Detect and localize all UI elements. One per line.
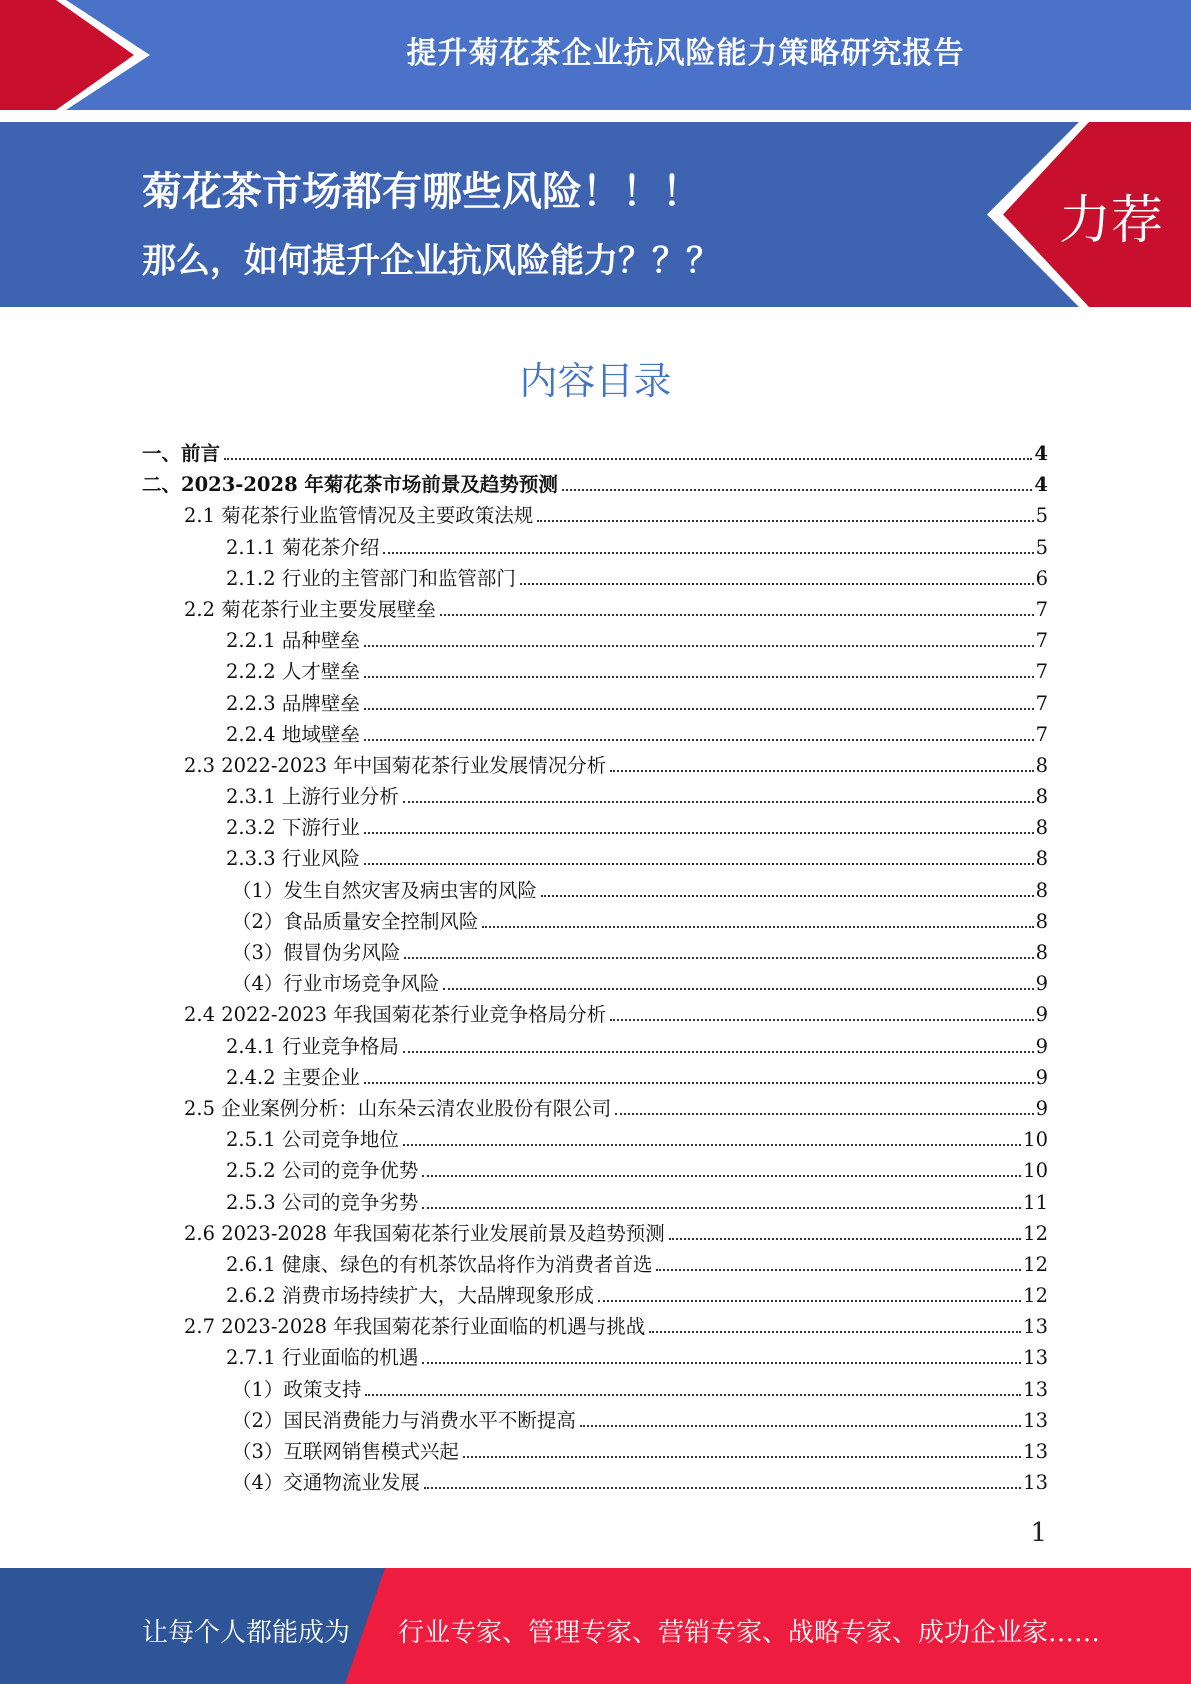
toc-leader-dots <box>580 1425 1021 1427</box>
toc-entry-page: 9 <box>1035 1003 1048 1027</box>
toc-leader-dots <box>364 676 1034 678</box>
recommend-badge: 力荐 <box>1058 191 1163 251</box>
toc-entry-page: 5 <box>1035 535 1048 559</box>
headline-line-2: 那么，如何提升企业抗风险能力？？？ <box>142 241 720 281</box>
toc-entry-title: 2.7 2023-2028 年我国菊花茶行业面临的机遇与挑战 <box>184 1315 646 1339</box>
toc-entry-page: 12 <box>1023 1252 1048 1276</box>
toc-entry[interactable] <box>142 1280 1048 1311</box>
toc-entry-title: 2.1 菊花茶行业监管情况及主要政策法规 <box>184 504 534 528</box>
toc-entry-title: （4）交通物流业发展 <box>232 1471 420 1495</box>
toc-entry-title: 2.1.1 菊花茶介绍 <box>226 535 380 559</box>
toc-entry[interactable] <box>142 1155 1048 1186</box>
toc-entry-page: 12 <box>1023 1284 1048 1308</box>
toc-entry-title: 2.7.1 行业面临的机遇 <box>226 1346 419 1370</box>
toc-entry-page: 4 <box>1034 442 1048 465</box>
toc-leader-dots <box>562 489 1032 491</box>
toc-entry[interactable] <box>142 906 1048 937</box>
toc-entry-title: 2.3.2 下游行业 <box>226 816 360 840</box>
toc-entry[interactable] <box>142 532 1048 563</box>
toc-entry-title: 2.2 菊花茶行业主要发展壁垒 <box>184 597 436 621</box>
toc-entry-title: 2.4 2022-2023 年我国菊花茶行业竞争格局分析 <box>184 1003 607 1027</box>
toc-entry-title: 2.6 2023-2028 年我国菊花茶行业发展前景及趋势预测 <box>184 1221 665 1245</box>
toc-entry-title: 2.3.1 上游行业分析 <box>226 785 399 809</box>
toc-entry-page: 8 <box>1035 785 1048 809</box>
toc-entry-title: （2）国民消费能力与消费水平不断提高 <box>232 1408 576 1432</box>
toc-entry[interactable] <box>142 688 1048 719</box>
toc-entry-title: （3）假冒伪劣风险 <box>232 941 401 964</box>
toc-entry[interactable] <box>142 843 1048 874</box>
toc-leader-dots <box>424 1487 1021 1489</box>
toc-entry[interactable] <box>142 563 1048 594</box>
toc-entry-title: 2.5 企业案例分析：山东朵云清农业股份有限公司 <box>184 1096 612 1120</box>
toc-leader-dots <box>610 1019 1033 1021</box>
toc-entry[interactable] <box>142 719 1048 750</box>
toc-entry[interactable] <box>142 1093 1048 1124</box>
toc-entry-page: 13 <box>1023 1377 1048 1401</box>
toc-entry-title: 二、2023-2028 年菊花茶市场前景及趋势预测 <box>142 473 558 497</box>
toc-entry-page: 11 <box>1023 1190 1048 1214</box>
toc-entry-page: 9 <box>1035 972 1048 996</box>
page-number: 1 <box>1030 1518 1047 1548</box>
toc-entry[interactable] <box>142 625 1048 656</box>
toc-leader-dots <box>365 1394 1021 1396</box>
toc-leader-dots <box>598 1300 1021 1302</box>
toc-leader-dots <box>422 1362 1021 1364</box>
toc-entry-page: 13 <box>1023 1346 1048 1370</box>
footer-slogan-left: 让每个人都能成为 <box>142 1618 351 1648</box>
toc-entry-page: 8 <box>1035 878 1048 902</box>
toc-leader-dots <box>364 832 1034 834</box>
toc-entry-title: 2.6.1 健康、绿色的有机茶饮品将作为消费者首选 <box>226 1252 653 1276</box>
toc-entry-title: 2.2.2 人才壁垒 <box>226 660 360 684</box>
toc-entry-page: 7 <box>1035 691 1048 715</box>
toc-entry-page: 9 <box>1035 1034 1048 1058</box>
toc-entry-title: 2.2.3 品牌壁垒 <box>226 691 360 715</box>
report-title: 提升菊花茶企业抗风险能力策略研究报告 <box>406 36 965 71</box>
toc-entry-page: 6 <box>1035 566 1048 590</box>
toc-entry-page: 8 <box>1035 909 1048 933</box>
toc-entry[interactable] <box>142 937 1048 968</box>
toc-entry-page: 13 <box>1023 1471 1048 1495</box>
toc-entry-title: （1）政策支持 <box>232 1377 362 1401</box>
toc-entry[interactable] <box>142 1467 1048 1498</box>
toc-entry-title: （4）行业市场竞争风险 <box>232 972 440 996</box>
toc-entry-title: 2.1.2 行业的主管部门和监管部门 <box>226 566 516 590</box>
toc-entry-page: 8 <box>1035 816 1048 840</box>
toc-entry-page: 5 <box>1035 504 1048 528</box>
toc-entry[interactable] <box>142 1342 1048 1373</box>
toc-leader-dots <box>364 863 1034 865</box>
toc-entry[interactable] <box>142 999 1048 1030</box>
toc-entry[interactable] <box>142 1374 1048 1405</box>
toc-leader-dots <box>403 801 1034 803</box>
toc-entry-title: 2.5.3 公司的竞争劣势 <box>226 1190 419 1214</box>
toc-entry-title: 2.6.2 消费市场持续扩大，大品牌现象形成 <box>226 1284 594 1308</box>
toc-leader-dots <box>541 895 1034 897</box>
toc-entry-title: 2.4.1 行业竞争格局 <box>226 1034 399 1058</box>
toc-leader-dots <box>463 1456 1021 1458</box>
toc-entry-title: 2.5.2 公司的竞争优势 <box>226 1159 419 1183</box>
headline-line-1: 菊花茶市场都有哪些风险！！！ <box>142 169 702 215</box>
toc-leader-dots <box>404 957 1033 959</box>
toc-entry[interactable] <box>142 1031 1048 1062</box>
toc-leader-dots <box>440 614 1034 616</box>
toc-entry-page: 7 <box>1035 597 1048 621</box>
toc-entry-title: 2.4.2 主要企业 <box>226 1065 360 1089</box>
toc-entry-page: 10 <box>1023 1159 1048 1183</box>
toc-entry[interactable] <box>142 812 1048 843</box>
toc-leader-dots <box>482 926 1033 928</box>
toc-leader-dots <box>520 583 1034 585</box>
toc-entry[interactable] <box>142 875 1048 906</box>
toc-entry-page: 13 <box>1023 1408 1048 1432</box>
toc-entry[interactable] <box>142 469 1048 500</box>
toc-entry[interactable] <box>142 500 1048 531</box>
footer-slogan-right: 行业专家、管理专家、营销专家、战略专家、成功企业家…… <box>398 1618 1101 1648</box>
toc-entry-page: 12 <box>1023 1221 1048 1245</box>
toc-leader-dots <box>364 1082 1034 1084</box>
toc-entry-page: 8 <box>1035 847 1048 871</box>
toc-entry[interactable] <box>142 750 1048 781</box>
toc-entry-page: 7 <box>1035 660 1048 684</box>
toc-entry[interactable] <box>142 968 1048 999</box>
toc-leader-dots <box>383 552 1033 554</box>
toc-entry[interactable] <box>142 1249 1048 1280</box>
header-red-chevron <box>0 0 150 110</box>
toc-leader-dots <box>537 520 1033 522</box>
toc-entry-page: 4 <box>1034 473 1048 497</box>
toc-leader-dots <box>649 1331 1021 1333</box>
toc-entry-title: （2）食品质量安全控制风险 <box>232 909 479 933</box>
toc-entry-page: 7 <box>1035 722 1048 746</box>
toc-entry[interactable] <box>142 1405 1048 1436</box>
toc-entry[interactable] <box>142 438 1048 469</box>
toc-entry-title: 2.2.1 品种壁垒 <box>226 629 360 653</box>
toc-entry-page: 13 <box>1023 1440 1048 1463</box>
toc-leader-dots <box>422 1207 1021 1209</box>
toc-entry-title: 2.3 2022-2023 年中国菊花茶行业发展情况分析 <box>184 753 607 777</box>
toc-leader-dots <box>224 458 1032 460</box>
toc-entry[interactable] <box>142 656 1048 687</box>
toc-leader-dots <box>364 739 1034 741</box>
toc-entry-page: 7 <box>1035 629 1048 653</box>
toc-leader-dots <box>422 1175 1021 1177</box>
toc-entry-page: 10 <box>1023 1128 1048 1152</box>
toc-entry-page: 9 <box>1035 1065 1048 1089</box>
toc-entry-title: 2.3.3 行业风险 <box>226 847 360 871</box>
toc-entry[interactable] <box>142 594 1048 625</box>
toc-entry-page: 9 <box>1035 1096 1048 1120</box>
toc-entry[interactable] <box>142 1218 1048 1249</box>
toc-leader-dots <box>669 1238 1021 1240</box>
toc-entry-title: 一、前言 <box>142 442 221 465</box>
toc-leader-dots <box>364 708 1034 710</box>
toc-entry[interactable] <box>142 1187 1048 1218</box>
toc-entry-page: 8 <box>1035 941 1048 964</box>
toc-heading: 内容目录 <box>519 359 672 403</box>
toc-entry[interactable] <box>142 1436 1048 1467</box>
toc-entry[interactable] <box>142 1062 1048 1093</box>
toc-leader-dots <box>403 1144 1021 1146</box>
toc-entry-title: 2.2.4 地域壁垒 <box>226 722 360 746</box>
toc-entry-title: （1）发生自然灾害及病虫害的风险 <box>232 878 537 902</box>
toc-leader-dots <box>443 988 1033 990</box>
toc-entry-page: 8 <box>1035 753 1048 777</box>
toc-entry-title: （3）互联网销售模式兴起 <box>232 1440 459 1463</box>
toc-entry-title: 2.5.1 公司竞争地位 <box>226 1128 399 1152</box>
toc-leader-dots <box>364 645 1034 647</box>
toc-leader-dots <box>656 1269 1021 1271</box>
toc-entry[interactable] <box>142 781 1048 812</box>
toc-entry[interactable] <box>142 1124 1048 1155</box>
toc-entry-page: 13 <box>1023 1315 1048 1339</box>
toc-leader-dots <box>610 770 1033 772</box>
toc-entry[interactable] <box>142 1311 1048 1342</box>
toc-leader-dots <box>403 1051 1034 1053</box>
toc-leader-dots <box>615 1113 1033 1115</box>
table-of-contents <box>142 438 1048 1498</box>
